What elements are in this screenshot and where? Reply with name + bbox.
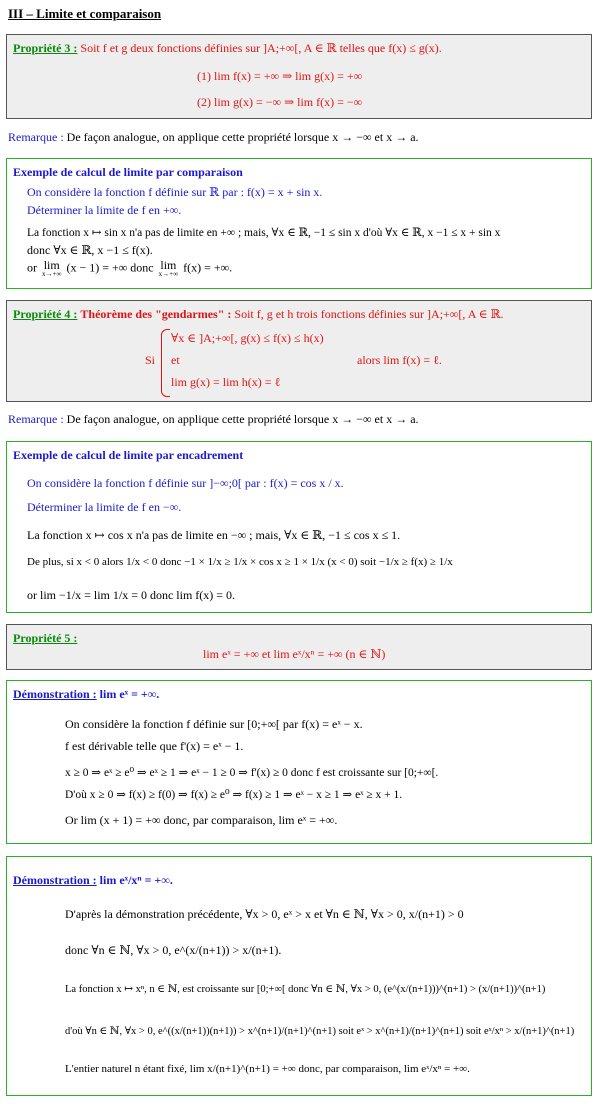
example-2-line-1: On considère la fonction f définie sur ]−∞;0[ par : f(x) = cos x / x. <box>27 476 344 490</box>
example-2-line-2: Déterminer la limite de f en −∞. <box>27 500 182 514</box>
property-4-brace <box>161 329 170 397</box>
demonstration-2-title: Démonstration : lim eˣ/xⁿ = +∞. <box>13 873 173 887</box>
section-title: III – Limite et comparaison <box>8 6 162 21</box>
demonstration-1-line-1: On considère la fonction f définie sur [0;+∞[ par f(x) = eˣ − x. <box>65 717 363 731</box>
example-2-line-3: La fonction x ↦ cos x n'a pas de limite en −∞ ; mais, ∀x ∈ ℝ, −1 ≤ cos x ≤ 1. <box>27 528 401 542</box>
property-5-label: Propriété 5 : <box>13 631 78 645</box>
property-4-box <box>6 300 592 402</box>
example-1-line-4: donc ∀x ∈ ℝ, x −1 ≤ f(x). <box>27 243 153 257</box>
demonstration-2-line-1: D'après la démonstration précédente, ∀x > 0, eˣ > x et ∀n ∈ ℕ, ∀x > 0, x/(n+1) > 0 <box>65 907 464 921</box>
property-4-cond-1: ∀x ∈ ]A;+∞[, g(x) ≤ f(x) ≤ h(x) <box>171 331 324 345</box>
remark-2: Remarque : De façon analogue, on applique cette propriété lorsque x → −∞ et x → a. <box>8 412 419 426</box>
example-1-line-5: or lim x→+∞ (x − 1) = +∞ donc lim x→+∞ f(x) = +∞. <box>27 258 233 278</box>
example-1-title: Exemple de calcul de limite par comparaison <box>13 165 243 179</box>
property-3-box <box>6 34 592 119</box>
property-4-cond-3: lim g(x) = lim h(x) = ℓ <box>171 375 281 389</box>
demonstration-1-title: Démonstration : lim eˣ = +∞. <box>13 687 160 701</box>
demonstration-2-line-5: L'entier naturel n étant fixé, lim x/(n+1)^(n+1) = +∞ donc, par comparaison, lim eˣ/xⁿ = +∞. <box>65 1063 470 1075</box>
property-3-line-1: (1) lim f(x) = +∞ ⇒ lim g(x) = +∞ <box>197 69 363 83</box>
example-encadrement-box <box>6 441 592 613</box>
example-1-line-1: On considère la fonction f définie sur ℝ par : f(x) = x + sin x. <box>27 185 323 199</box>
demonstration-2-line-2: donc ∀n ∈ ℕ, ∀x > 0, e^(x/(n+1)) > x/(n+1). <box>65 943 282 957</box>
property-5-box <box>6 624 592 670</box>
example-1-line-3: La fonction x ↦ sin x n'a pas de limite en +∞ ; mais, ∀x ∈ ℝ, −1 ≤ sin x d'où ∀x ∈ ℝ, x −1 ≤ x + sin x <box>27 227 501 239</box>
example-1-line-2: Déterminer la limite de f en +∞. <box>27 203 182 217</box>
demonstration-1-line-4: D'où x ≥ 0 ⇒ f(x) ≥ f(0) ⇒ f(x) ≥ e⁰ ⇒ f(x) ≥ 1 ⇒ eˣ − x ≥ 1 ⇒ eˣ ≥ x + 1. <box>65 789 403 801</box>
example-2-line-5: or lim −1/x = lim 1/x = 0 donc lim f(x) = 0. <box>27 588 236 602</box>
demonstration-1-line-2: f est dérivable telle que f'(x) = eˣ − 1. <box>65 739 244 753</box>
property-4-cond-2: et <box>171 353 180 367</box>
demonstration-2-line-3: La fonction x ↦ xⁿ, n ∈ ℕ, est croissante sur [0;+∞[ donc ∀n ∈ ℕ, ∀x > 0, (e^(x/(n+1)))^(n+1) > (x/(n+1))^(n+1) <box>65 984 546 995</box>
remark-1: Remarque : De façon analogue, on applique cette propriété lorsque x → −∞ et x → a. <box>8 130 419 144</box>
property-4-conclusion: alors lim f(x) = ℓ. <box>357 353 442 367</box>
demonstration-1-line-3: x ≥ 0 ⇒ eˣ ≥ e⁰ ⇒ eˣ ≥ 1 ⇒ eˣ − 1 ≥ 0 ⇒ f'(x) ≥ 0 donc f est croissante sur [0;+∞[. <box>65 767 439 779</box>
property-3-line-2: (2) lim g(x) = −∞ ⇒ lim f(x) = −∞ <box>197 95 363 109</box>
property-3-statement: Propriété 3 : Soit f et g deux fonctions définies sur ]A;+∞[, A ∈ ℝ telles que f(x) ≤ g(x). <box>13 41 442 55</box>
demonstration-2-box <box>6 856 592 1096</box>
example-2-title: Exemple de calcul de limite par encadrement <box>13 448 244 462</box>
example-2-line-4: De plus, si x < 0 alors 1/x < 0 donc −1 × 1/x ≥ 1/x × cos x ≥ 1 × 1/x (x < 0) soit −1/x ≥ f(x) ≥ 1/x <box>27 556 453 568</box>
property-4-si: Si <box>145 353 156 367</box>
property-5-text: lim eˣ = +∞ et lim eˣ/xⁿ = +∞ (n ∈ ℕ) <box>203 647 386 661</box>
demonstration-1-box <box>6 680 592 844</box>
demonstration-2-line-4: d'où ∀n ∈ ℕ, ∀x > 0, e^((x/(n+1))(n+1)) > x^(n+1)/(n+1)^(n+1) soit eˣ > x^(n+1)/(n+1)^(n+1) soit eˣ/xⁿ > x/(n+1)^(n+1) <box>65 1026 575 1037</box>
property-4-statement: Propriété 4 : Théorème des "gendarmes" : Soit f, g et h trois fonctions définies sur ]A;+∞[, A ∈ ℝ. <box>13 307 504 321</box>
example-comparison-box <box>6 158 592 289</box>
demonstration-1-line-5: Or lim (x + 1) = +∞ donc, par comparaison, lim eˣ = +∞. <box>65 813 338 827</box>
